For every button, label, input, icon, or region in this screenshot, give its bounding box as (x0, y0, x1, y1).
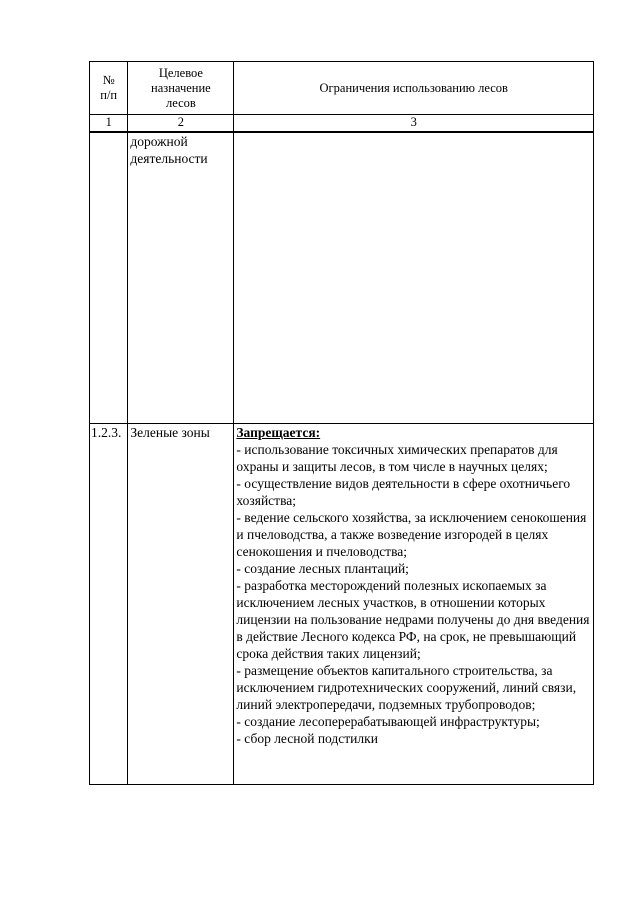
column-number-row (90, 115, 594, 133)
row-purpose: Зеленые зоны (128, 424, 234, 785)
row-code: 1.2.3. (90, 424, 128, 785)
restriction-item: - ведение сельского хозяйства, за исключением сенокошения и пчеловодства, а также возведение изгородей в целях сенокошения и пчеловодства; (236, 510, 587, 559)
row-restrictions (234, 424, 594, 785)
forbidden-title: Запрещается: (236, 425, 321, 440)
header-number-line2: п/п (100, 88, 118, 102)
table-row (90, 132, 594, 424)
restriction-item: - создание лесоперерабатывающей инфраструктуры; (236, 714, 540, 729)
header-restrictions: Ограничения использованию лесов (234, 62, 594, 115)
row-purpose-line1: дорожной (130, 134, 188, 149)
header-purpose-line2: назначение (151, 80, 211, 95)
header-number-line1: № (102, 73, 115, 87)
restriction-item: - разработка месторождений полезных ископаемых за исключением лесных участков, в отношении которых лицензии на пользование недрами получены до дня введения в действие Лесного кодекса РФ, на срок, не превышающий срока действия таких лицензий; (236, 578, 590, 661)
restriction-item: - размещение объектов капитального строительства, за исключением гидротехнических сооружений, линий связи, линий электропередачи, подземных трубопроводов; (236, 663, 577, 712)
column-number-2: 2 (128, 115, 234, 133)
header-number (90, 62, 128, 115)
header-purpose-line1: Целевое (158, 65, 203, 80)
restriction-item: - создание лесных плантаций; (236, 561, 409, 576)
row-purpose (128, 132, 234, 424)
row-restrictions (234, 132, 594, 424)
column-number-3: 3 (234, 115, 594, 133)
restriction-item: - использование токсичных химических препаратов для охраны и защиты лесов, в том числе в научных целях; (236, 442, 558, 474)
row-purpose-line2: деятельности (130, 151, 208, 166)
restriction-item: - осуществление видов деятельности в сфере охотничьего хозяйства; (236, 476, 571, 508)
table-row (90, 424, 594, 785)
restriction-item: - сбор лесной подстилки (236, 731, 378, 746)
column-number-1: 1 (90, 115, 128, 133)
forest-restrictions-table (89, 61, 594, 785)
header-purpose-line3: лесов (165, 95, 196, 110)
header-purpose (128, 62, 234, 115)
table-header-row (90, 62, 594, 115)
row-code (90, 132, 128, 424)
